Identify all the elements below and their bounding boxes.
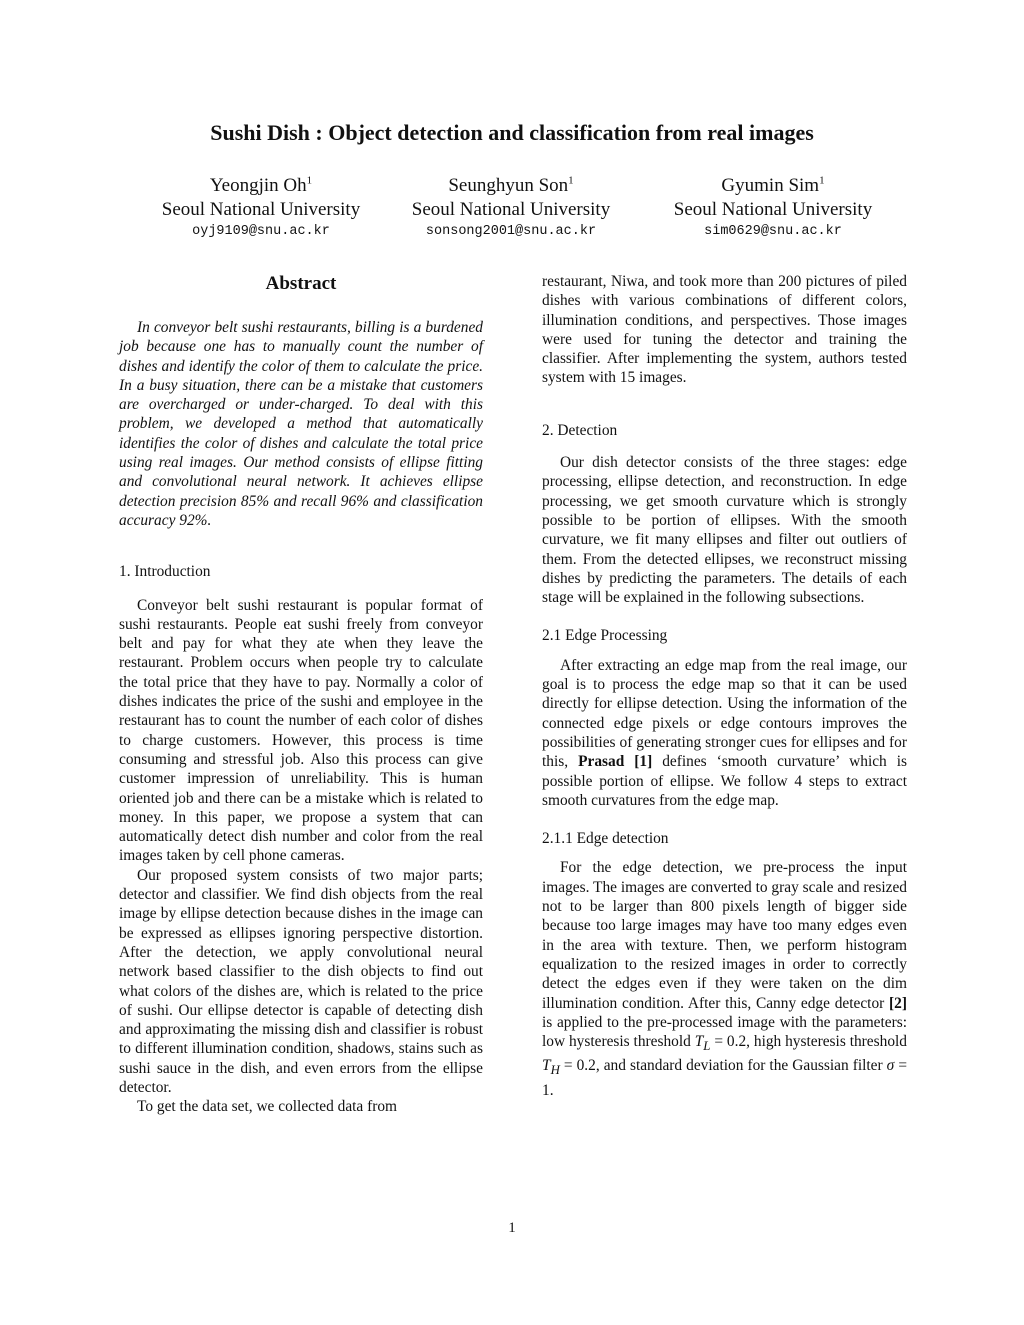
edge-processing-paragraph: After extracting an edge map from the real image, our goal is to process the edge map so that it can be used directly for ellipse detection. Using the information of the connected edge pixels or edge contours improves the possibilities of generating stronger cues for ellipses and for this, Prasad [1] defines ‘smooth curvature’ which is possible portion of ellipse. We follow 4 steps to extract smooth curvatures from the edge map. <box>542 656 908 809</box>
author-affiliation: Seoul National University <box>673 199 873 220</box>
citation-prasad: Prasad [1] <box>578 753 653 771</box>
author-affiliation: Seoul National University <box>161 199 361 220</box>
section-heading-detection: 2. Detection <box>542 421 618 439</box>
intro-paragraph-3: To get the data set, we collected data from <box>137 1098 398 1116</box>
intro-paragraph-3-continued: restaurant, Niwa, and took more than 200 pictures of piled dishes with various combinations of different colors, illumination conditions, and perspectives. Those images were used for tuning the detector and training the classifier. After implementing the system, authors tested system with 15 images. <box>542 273 907 387</box>
intro-paragraph-1: Conveyor belt sushi restaurant is popular format of sushi restaurants. People eat sushi freely from conveyor belt and pay for what they ate when they leave the restaurant. Problem occurs when people try to calculate the total price that they have to pay. Normally a color of dishes indicates the price of the sushi and employee in the restaurant has to count the number of each color of dishes to charge customers. However, this process is time consuming and stressful job. Also this process can give customer impression of unreliability. This is human oriented job and there can be a mistake which is related to money. In this paper, we propose a system that can automatically detect dish number and color from the real images taken by cell phone cameras. <box>119 596 483 865</box>
detection-paragraph: Our dish detector consists of the three stages: edge processing, ellipse detection, and reconstruction. In edge processing, we get smooth curvature which is strongly possible to be portion of ellipses. With the smooth curvature, we fit many ellipses and filter out outliers of them. From the detected ellipses, we reconstruct missing dishes by predicting the parameters. The details of each stage will be explained in the following subsections. <box>542 454 907 607</box>
page-number: 1 <box>508 1220 516 1236</box>
intro-paragraph-2: Our proposed system consists of two major parts; detector and classifier. We find dish objects from the real image by ellipse detection because dishes in the image can be expressed as ellipses ignoring perspective distortion. After the detection, we apply convolutional neural network based classifier to the dish objects to find out what colors of the dishes are, which is related to the price of sushi. Our ellipse detector is capable of detecting dish and approximating the missing dish and classifier is robust to different illumination condition, shadows, stains such as sushi sauce in the dish, and even errors from the ellipse detector. <box>119 866 483 1096</box>
abstract-heading: Abstract <box>265 273 337 294</box>
section-heading-edge-processing: 2.1 Edge Processing <box>542 627 668 645</box>
math-tl: $T_L$ <box>694 1033 711 1054</box>
citation-canny: [2] <box>889 994 907 1012</box>
abstract-text: In conveyor belt sushi restaurants, billing is a burdened job because one has to manually count the number of dishes and identify the color of them to calculate the price. In a busy situation, there can be a mistake that customers are overcharged or under-charged. To deal with this problem, we developed a method that automatically identifies the color of dishes and calculate the total price using real images. Our method consists of ellipse fitting and convolutional neural network. It achieves ellipse detection precision 85% and recall 96% and classification accuracy 92%. <box>119 319 483 529</box>
left-column <box>119 272 483 1117</box>
paper-title: Sushi Dish : Object detection and classification from real images <box>210 120 814 145</box>
author-name: Seunghyun Son$^1$ <box>448 174 574 196</box>
author-email: sonsong2001@snu.ac.kr <box>425 224 597 239</box>
author-name: Yeongjin Oh$^1$ <box>209 174 313 196</box>
author-email: sim0629@snu.ac.kr <box>704 224 842 239</box>
author-name: Gyumin Sim$^1$ <box>721 174 825 196</box>
math-sigma: σ <box>886 1057 895 1075</box>
section-heading-edge-detection: 2.1.1 Edge detection <box>542 830 669 848</box>
section-heading-introduction: 1. Introduction <box>119 563 211 581</box>
author-block-1 <box>131 174 391 241</box>
edge-detection-paragraph: For the edge detection, we pre-process the input images. The images are converted to gray scale and resized not to be larger than 800 pixels length of bigger side because too large images may have too many edges even in the area with texture. Then, we perform histogram equalization to the resized images in order to correctly detect the edges even if they were taken on the dim illumination condition. After this, Canny edge detector [2] is applied to the pre-processed image with the parameters: low hysteresis threshold $T_L = 0.2$, high hysteresis threshold $T_H = 0.2$, and standard deviation for the Gaussian filter σ = 1. <box>542 859 907 1099</box>
author-email: oyj9109@snu.ac.kr <box>192 224 330 239</box>
author-block-3 <box>643 174 903 241</box>
author-affiliation: Seoul National University <box>411 199 611 220</box>
author-block-2 <box>381 174 641 241</box>
right-column <box>542 272 907 1100</box>
math-th: $T_H$ <box>542 1057 560 1078</box>
